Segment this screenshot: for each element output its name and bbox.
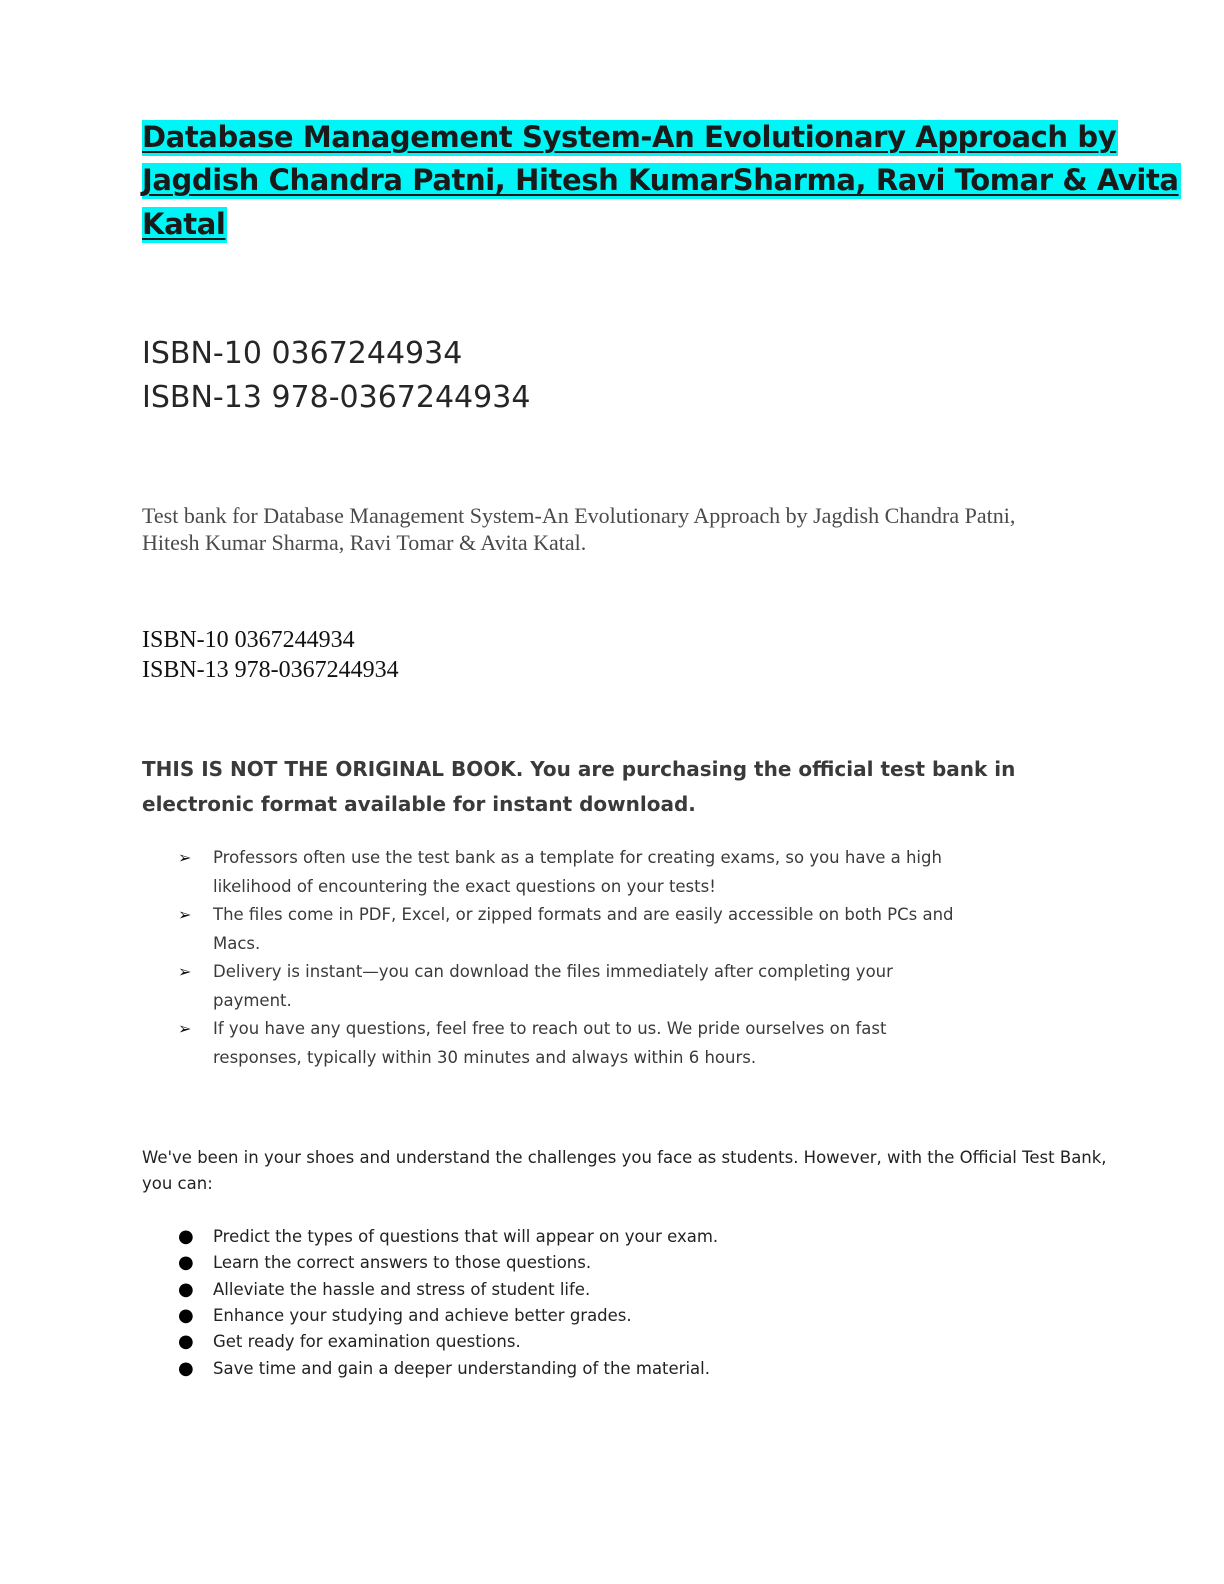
list-item-text-line-2: responses, typically within 30 minutes and always within 6 hours. (213, 1047, 757, 1067)
intro-line-1: We've been in your shoes and understand the challenges you face as students. However, with the Official Test Bank, (142, 1148, 1107, 1167)
list-item-text-line-1: If you have any questions, feel free to reach out to us. We pride ourselves on fast (213, 1019, 887, 1038)
list-item-text-line-1: Professors often use the test bank as a template for creating exams, so you have a high (213, 848, 942, 867)
benefits-list (178, 844, 1078, 1084)
arrow-bullet-icon: ➢ (178, 905, 192, 924)
list-item-text: Alleviate the hassle and stress of student life. (213, 1279, 591, 1299)
title-line-2: Jagdish Chandra Patni, Hitesh KumarSharma, Ravi Tomar & Avita (142, 163, 1179, 197)
isbn13-small: ISBN-13 978-0367244934 (142, 657, 399, 683)
list-item-text-line-2: Macs. (213, 933, 261, 953)
dot-bullet-icon: ● (178, 1304, 194, 1326)
notice-line-1: THIS IS NOT THE ORIGINAL BOOK. You are purchasing the official test bank in (142, 757, 1016, 781)
list-item-text-line-2: likelihood of encountering the exact questions on your tests! (213, 876, 716, 896)
list-item-text: Enhance your studying and achieve better grades. (213, 1305, 632, 1325)
dot-bullet-icon: ● (178, 1331, 194, 1353)
title-line-1: Database Management System-An Evolutionary Approach by (142, 120, 1117, 154)
description-line-2: Hitesh Kumar Sharma, Ravi Tomar & Avita Katal. (142, 530, 587, 555)
list-item-text-line-1: The files come in PDF, Excel, or zipped formats and are easily accessible on both PCs and (213, 905, 954, 924)
list-item-text: Get ready for examination questions. (213, 1332, 521, 1352)
list-item-text-line-2: payment. (213, 990, 292, 1010)
description-line-1: Test bank for Database Management System-An Evolutionary Approach by Jagdish Chandra Patni, (142, 503, 1016, 528)
list-item-text: Save time and gain a deeper understanding of the material. (213, 1358, 710, 1378)
list-item-text-line-1: Delivery is instant—you can download the files immediately after completing your (213, 962, 893, 981)
notice-line-2: electronic format available for instant download. (142, 792, 696, 816)
dot-bullet-icon: ● (178, 1278, 194, 1300)
arrow-bullet-icon: ➢ (178, 848, 192, 867)
dot-bullet-icon: ● (178, 1226, 194, 1247)
advantages-list (178, 1224, 1078, 1394)
dot-bullet-icon: ● (178, 1357, 194, 1379)
list-item-text: Predict the types of questions that will appear on your exam. (213, 1227, 719, 1246)
arrow-bullet-icon: ➢ (178, 962, 192, 981)
title-line-3: Katal (142, 207, 226, 241)
dot-bullet-icon: ● (178, 1252, 194, 1274)
isbn10-small: ISBN-10 0367244934 (142, 627, 355, 653)
isbn13-large: ISBN-13 978-0367244934 (142, 380, 531, 415)
arrow-bullet-icon: ➢ (178, 1019, 192, 1038)
list-item-text: Learn the correct answers to those questions. (213, 1253, 592, 1273)
intro-line-2: you can: (142, 1174, 213, 1193)
isbn10-large: ISBN-10 0367244934 (142, 336, 463, 371)
